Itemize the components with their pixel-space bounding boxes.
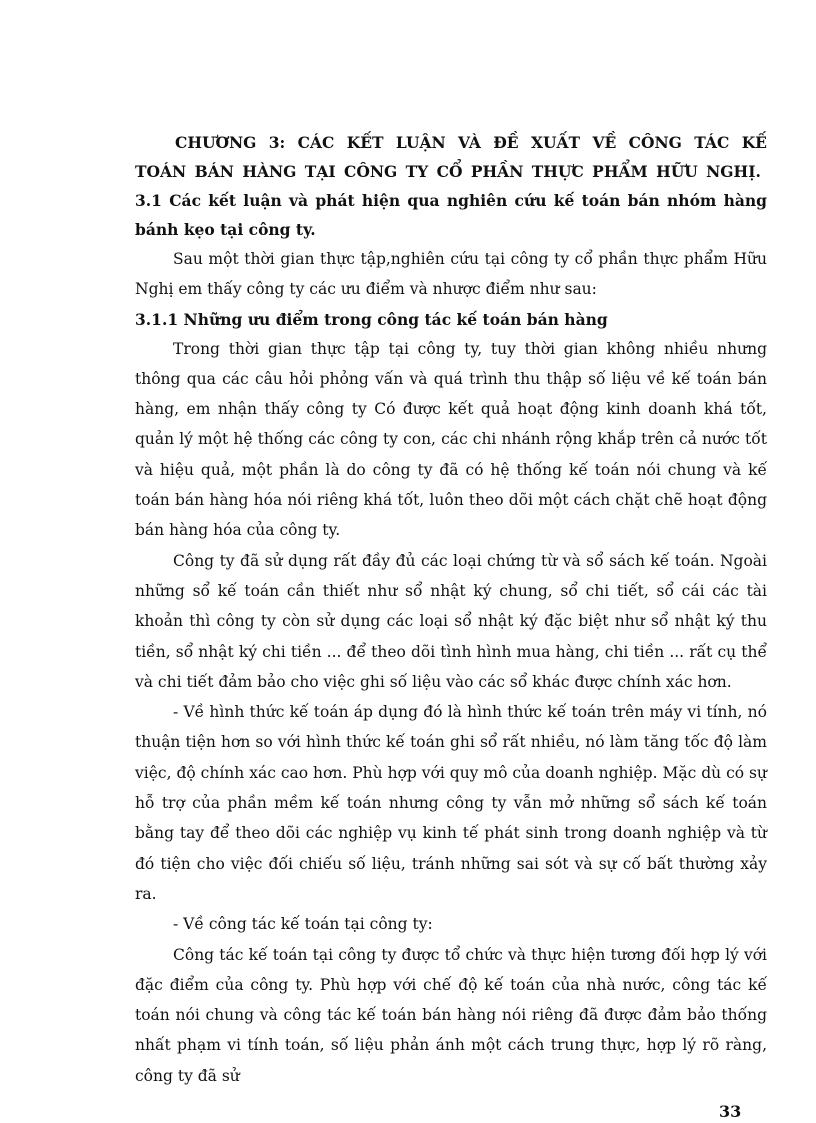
paragraph-strengths-overview: Trong thời gian thực tập tại công ty, tuy thời gian không nhiều nhưng thông qua các câu hỏi phỏng vấn và quá trình thu thập số liệu về kế toán bán hàng, em nhận thấy công ty Có được kết quả hoạt động kinh doanh khá tốt, quản lý một hệ thống các công ty con, các chi nhánh rộng khắp trên cả nước tốt và hiệu quả, một phần là do công ty đã có hệ thống kế toán nói chung và kế toán bán hàng hóa nói riêng khá tốt, luôn theo dõi một cách chặt chẽ hoạt động bán hàng hóa của công ty. xyxy=(135,339,767,540)
paragraph-documents-and-books: Công ty đã sử dụng rất đầy đủ các loại chứng từ và sổ sách kế toán. Ngoài những sổ kế toán cần thiết như sổ nhật ký chung, sổ chi tiết, sổ cái các tài khoản thì công ty còn sử dụng các loại sổ nhật ký đặc biệt như sổ nhật ký thu tiền, sổ nhật ký chi tiền ... để theo dõi tình hình mua hàng, chi tiền ... rất cụ thể và chi tiết đảm bảo cho việc ghi số liệu vào các sổ khác được chính xác hơn. xyxy=(135,551,767,691)
chapter-title-line-1: CHƯƠNG 3: CÁC KẾT LUẬN VÀ ĐỀ XUẤT VỀ CÔNG TÁC KẾ xyxy=(175,133,767,152)
chapter-title-line-2: TOÁN BÁN HÀNG TẠI CÔNG TY CỔ PHẦN THỰC PHẨM HỮU NGHỊ. xyxy=(135,162,761,181)
section-3-1-1-heading: 3.1.1 Những ưu điểm trong công tác kế toán bán hàng xyxy=(135,309,608,329)
paragraph-accounting-work-label: - Về công tác kế toán tại công ty: xyxy=(173,915,433,934)
paragraph-accounting-form: - Về hình thức kế toán áp dụng đó là hình thức kế toán trên máy vi tính, nó thuận tiện hơn so với hình thức kế toán ghi sổ rất nhiều, nó làm tăng tốc độ làm việc, độ chính xác cao hơn. Phù hợp với quy mô của doanh nghiệp. Mặc dù có sự hỗ trợ của phần mềm kế toán nhưng công ty vẫn mở những sổ sách kế toán bằng tay để theo dõi các nghiệp vụ kinh tế phát sinh trong doanh nghiệp và từ đó tiện cho việc đối chiếu số liệu, tránh những sai sót và sự cố bất thường xảy ra. xyxy=(135,703,767,903)
paragraph-accounting-work-detail: Công tác kế toán tại công ty được tổ chức và thực hiện tương đối hợp lý với đặc điểm của công ty. Phù hợp với chế độ kế toán của nhà nước, công tác kế toán nói chung và công tác kế toán bán hàng nói riêng đã được đảm bảo thống nhất phạm vi tính toán, số liệu phản ánh một cách trung thực, hợp lý rõ ràng, công ty đã sử xyxy=(135,945,767,1085)
page-number: 33 xyxy=(719,1102,742,1121)
page-content xyxy=(135,128,767,1091)
chapter-title xyxy=(135,128,767,186)
intro-paragraph: Sau một thời gian thực tập,nghiên cứu tại công ty cổ phần thực phẩm Hữu Nghị em thấy công ty các ưu điểm và nhược điểm như sau: xyxy=(135,250,767,299)
section-3-1-heading: 3.1 Các kết luận và phát hiện qua nghiên cứu kế toán bán nhóm hàng bánh kẹo tại công ty. xyxy=(135,191,767,239)
